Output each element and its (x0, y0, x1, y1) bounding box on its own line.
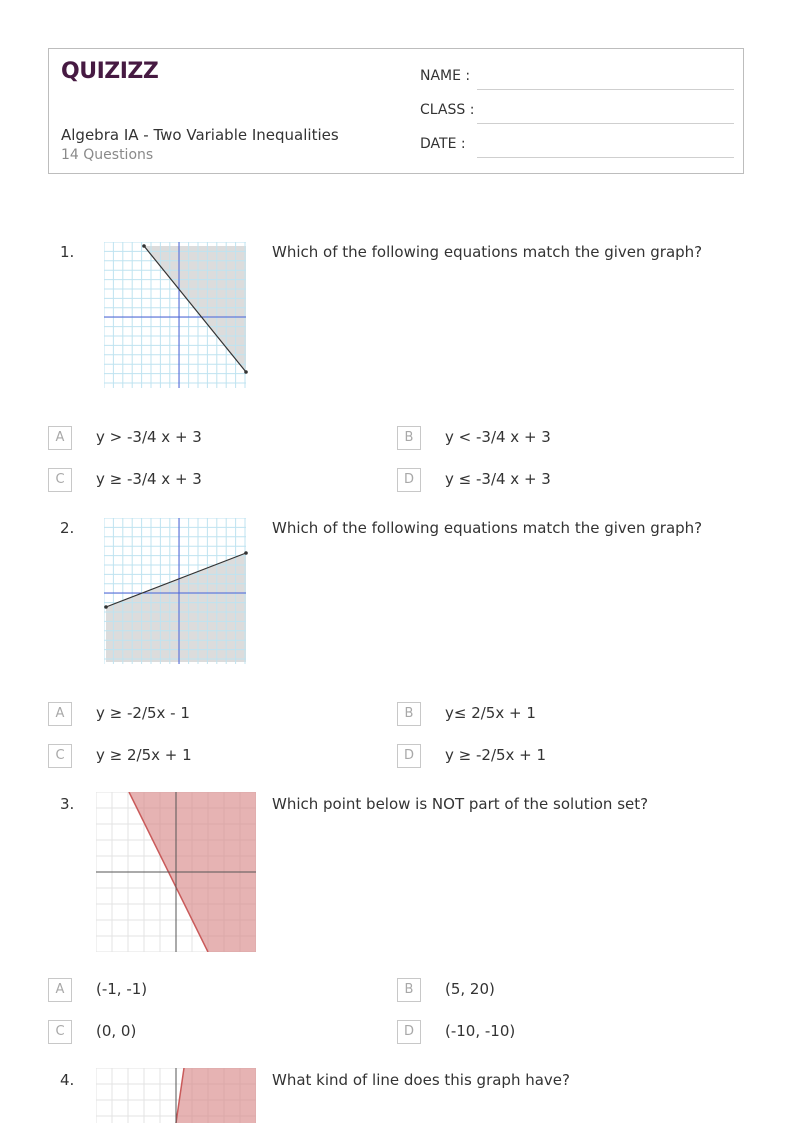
option-letter: C (48, 1020, 72, 1044)
question-number: 1. (60, 243, 75, 261)
question-text: Which of the following equations match the given graph? (272, 243, 703, 261)
option-text: (-10, -10) (445, 1022, 516, 1040)
option-letter: A (48, 702, 72, 726)
class-line[interactable] (477, 123, 734, 124)
option-text: y ≥ -2/5x - 1 (96, 704, 190, 722)
graph-q2 (104, 518, 248, 664)
option-letter: A (48, 978, 72, 1002)
question-count: 14 Questions (61, 147, 154, 163)
option-text: (5, 20) (445, 980, 495, 998)
date-field[interactable] (420, 136, 734, 160)
option-letter: B (397, 426, 421, 450)
question-text: Which point below is NOT part of the solution set? (272, 795, 649, 813)
date-line[interactable] (477, 157, 734, 158)
date-label: DATE : (420, 136, 466, 152)
option-text: y ≥ -2/5x + 1 (445, 746, 547, 764)
option-letter: B (397, 978, 421, 1002)
option-letter: D (397, 744, 421, 768)
question-number: 3. (60, 795, 75, 813)
class-label: CLASS : (420, 102, 475, 118)
graph-q1 (104, 242, 248, 388)
name-field[interactable] (420, 68, 734, 92)
name-line[interactable] (477, 89, 734, 90)
option-text: (0, 0) (96, 1022, 137, 1040)
worksheet-header (48, 48, 744, 174)
question-number: 2. (60, 519, 75, 537)
option-text: y≤ 2/5x + 1 (445, 704, 536, 722)
worksheet-title: Algebra IA - Two Variable Inequalities (61, 126, 339, 144)
question-text: What kind of line does this graph have? (272, 1071, 570, 1089)
option-text: y < -3/4 x + 3 (445, 428, 551, 446)
question-number: 4. (60, 1071, 75, 1089)
option-letter: D (397, 1020, 421, 1044)
option-text: y ≥ -3/4 x + 3 (96, 470, 202, 488)
option-text: (-1, -1) (96, 980, 148, 998)
option-text: y > -3/4 x + 3 (96, 428, 202, 446)
question-text: Which of the following equations match the given graph? (272, 519, 703, 537)
option-text: y ≤ -3/4 x + 3 (445, 470, 551, 488)
class-field[interactable] (420, 102, 734, 126)
option-letter: B (397, 702, 421, 726)
option-letter: A (48, 426, 72, 450)
option-letter: D (397, 468, 421, 492)
graph-q3 (96, 792, 256, 952)
quizizz-logo: QUIZIZZ (61, 59, 159, 84)
option-text: y ≥ 2/5x + 1 (96, 746, 192, 764)
graph-q4 (96, 1068, 256, 1123)
option-letter: C (48, 468, 72, 492)
option-letter: C (48, 744, 72, 768)
name-label: NAME : (420, 68, 471, 84)
